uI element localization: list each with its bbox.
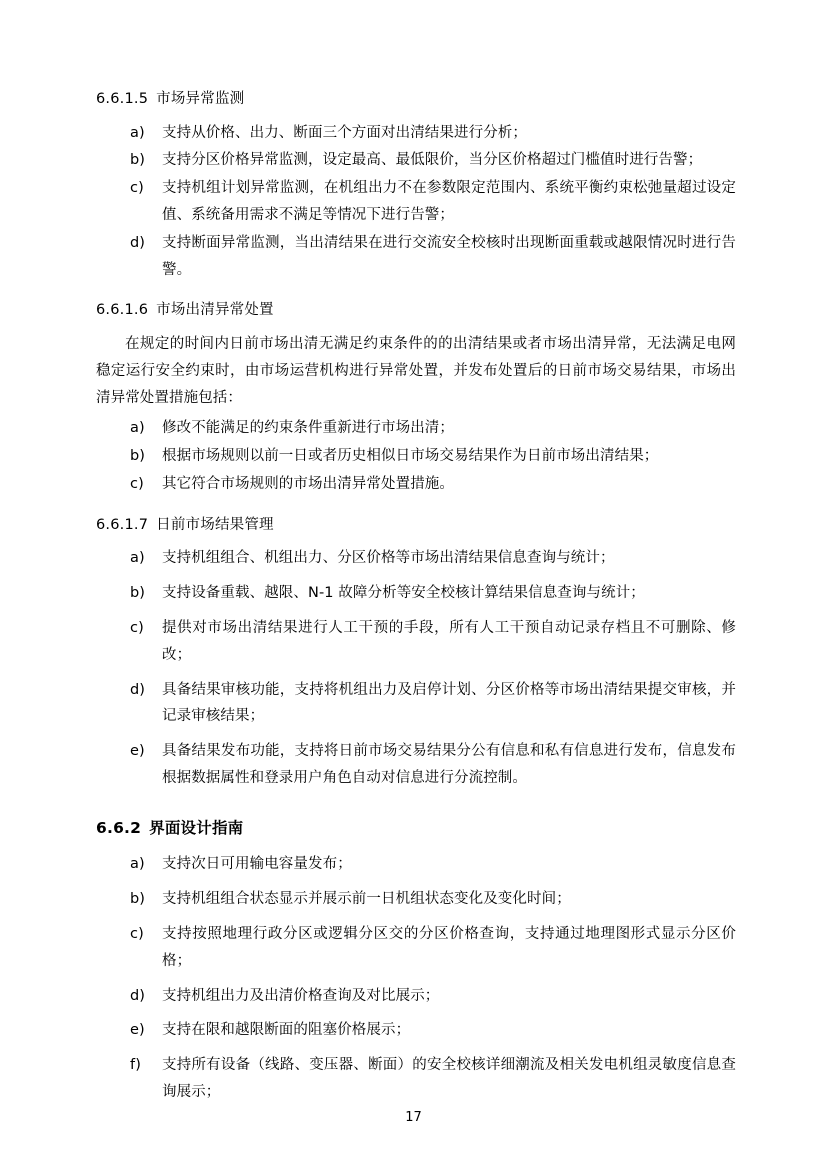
list-item-text: 具备结果发布功能，支持将日前市场交易结果分公有信息和私有信息进行发布，信息发布根据数据属性和登录用户角色自动对信息进行分流控制。 (162, 743, 736, 787)
list-marker: e) (130, 743, 145, 760)
list-item-text: 根据市场规则以前一日或者历史相似日市场交易结果作为日前市场出清结果； (162, 448, 659, 465)
section-number: 6.6.2 (96, 818, 142, 837)
list-item-text: 支持机组组合、机组出力、分区价格等市场出清结果信息查询与统计； (162, 550, 615, 567)
list-marker: b) (130, 152, 146, 169)
list-marker: d) (130, 234, 146, 251)
list-item (96, 738, 736, 792)
list-item (96, 545, 736, 572)
list-item (96, 851, 736, 878)
list-item (96, 147, 736, 174)
list-marker: e) (130, 1022, 145, 1039)
section-number: 6.6.1.5 (96, 91, 149, 107)
list-item (96, 1017, 736, 1044)
list-marker: c) (130, 925, 144, 942)
list-item (96, 443, 736, 470)
list-marker: a) (130, 550, 145, 567)
list-item (96, 1052, 736, 1106)
list-item (96, 677, 736, 731)
list-marker: d) (130, 681, 146, 698)
list-item (96, 175, 736, 229)
list-marker: b) (130, 891, 146, 908)
page-number: 17 (405, 1110, 422, 1125)
list-item-text: 支持断面异常监测，当出清结果在进行交流安全校核时出现断面重载或越限情况时进行告警。 (162, 234, 736, 278)
list-item-text: 具备结果审核功能，支持将机组出力及启停计划、分区价格等市场出清结果提交审核，并记录审核结果； (162, 681, 736, 725)
list-item-text: 提供对市场出清结果进行人工干预的手段，所有人工干预自动记录存档且不可删除、修改； (162, 620, 736, 663)
section-title: 日前市场结果管理 (156, 516, 274, 533)
list-marker: a) (130, 420, 145, 437)
list-item-text: 支持机组组合状态显示并展示前一日机组状态变化及变化时间； (162, 891, 571, 908)
list-item-text: 修改不能满足的约束条件重新进行市场出清； (162, 420, 454, 437)
section-title: 市场异常监测 (156, 91, 245, 107)
section-heading-6-6-1-5 (96, 86, 736, 114)
list-marker: c) (130, 620, 144, 637)
section-number: 6.6.1.6 (96, 302, 149, 319)
list-item-text: 其它符合市场规则的市场出清异常处置措施。 (162, 476, 454, 493)
list-item (96, 580, 736, 607)
list-item (96, 120, 736, 147)
list-marker: a) (130, 856, 145, 873)
section-title: 界面设计指南 (149, 818, 244, 837)
list-marker: a) (130, 124, 145, 141)
list-item-text: 支持按照地理行政分区或逻辑分区交的分区价格查询，支持通过地理图形式显示分区价格； (162, 925, 736, 969)
list-item (96, 415, 736, 442)
list-item (96, 471, 736, 498)
section-heading-6-6-1-7 (96, 512, 736, 540)
list-6-6-1-7 (96, 545, 736, 792)
list-marker: b) (130, 585, 146, 602)
list-marker: c) (130, 180, 144, 197)
list-6-6-2 (96, 851, 736, 1106)
document-body (96, 86, 736, 1106)
list-item-text: 支持设备重载、越限、N-1 故障分析等安全校核计算结果信息查询与统计； (162, 585, 645, 602)
list-marker: b) (130, 448, 146, 465)
list-item-text: 支持在限和越限断面的阻塞价格展示； (162, 1022, 411, 1039)
list-item (96, 983, 736, 1010)
list-item-text: 支持机组出力及出清价格查询及对比展示； (162, 987, 440, 1004)
section-paragraph: 在规定的时间内日前市场出清无满足约束条件的的出清结果或者市场出清异常，无法满足电网稳定运行安全约束时，由市场运营机构进行异常处置，并发布处置后的日前市场交易结果，市场出清异常处置措施包括： (96, 335, 736, 406)
list-item-text: 支持分区价格异常监测，设定最高、最低限价，当分区价格超过门槛值时进行告警； (162, 152, 703, 169)
list-marker: d) (130, 987, 146, 1004)
list-6-6-1-5 (96, 120, 736, 284)
list-item-text: 支持机组计划异常监测，在机组出力不在参数限定范围内、系统平衡约束松弛量超过设定值、系统备用需求不满足等情况下进行告警； (162, 180, 736, 223)
list-item-text: 支持从价格、出力、断面三个方面对出清结果进行分析； (162, 124, 527, 141)
list-item (96, 230, 736, 284)
list-item (96, 921, 736, 975)
section-title: 市场出清异常处置 (156, 302, 274, 319)
section-heading-6-6-2 (96, 814, 736, 843)
section-heading-6-6-1-6 (96, 297, 736, 325)
section-number: 6.6.1.7 (96, 516, 149, 533)
list-item (96, 615, 736, 669)
list-item-text: 支持所有设备（线路、变压器、断面）的安全校核详细潮流及相关发电机组灵敏度信息查询展示； (162, 1057, 736, 1101)
list-6-6-1-6 (96, 415, 736, 497)
list-item (96, 886, 736, 913)
list-marker: f) (130, 1057, 141, 1074)
list-item-text: 支持次日可用输电容量发布； (162, 856, 352, 873)
list-marker: c) (130, 476, 144, 493)
